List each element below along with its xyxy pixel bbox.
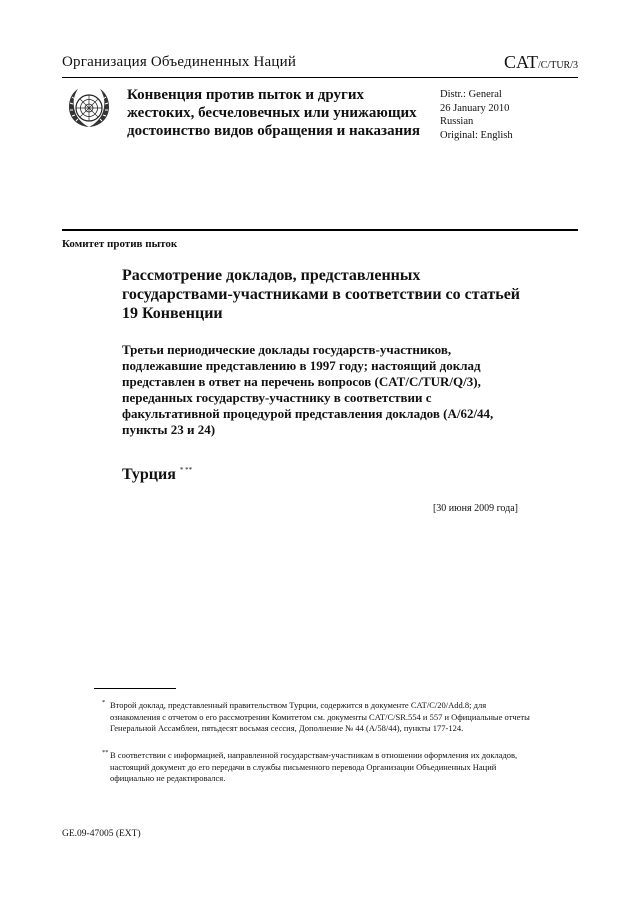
distribution-block bbox=[440, 88, 513, 142]
distr-language: Russian bbox=[440, 116, 474, 127]
distr-status: Distr.: General bbox=[440, 89, 502, 100]
footnote-text: В соответствии с информацией, направленной государствам-участникам в отношении оформления их докладов, настоящий документ до его передачи в службы письменного перевода Организации Объединенных Наций официально не редактировался. bbox=[110, 750, 518, 783]
footnote bbox=[102, 699, 530, 735]
footnote-text: Второй доклад, представленный правительством Турции, содержится в документе CAT/C/20/Add.8; для ознакомления с отчетом о его рассмотрении Комитетом см. документы CAT/C/SR.554 и 557 и Официальные отчеты Генеральной Ассамблеи, пятьдесят восьмая сессия, Дополнение № 44 (A/58/44), пункты 177-124. bbox=[110, 700, 530, 733]
symbol-suffix: /C/TUR/3 bbox=[537, 60, 578, 71]
main-heading: Рассмотрение докладов, представленных государствами-участниками в соответствии со статьей 19 Конвенции bbox=[122, 267, 521, 322]
committee-name: Комитет против пыток bbox=[62, 238, 178, 250]
organization-name: Организация Объединенных Наций bbox=[62, 54, 297, 70]
distr-date: 26 January 2010 bbox=[440, 102, 510, 114]
report-date: [30 июня 2009 года] bbox=[432, 503, 518, 514]
footnote-mark: ** bbox=[102, 749, 109, 756]
sub-heading: Третьи периодические доклады государств-участников, подлежавшие представлению в 1997 году; настоящий доклад представлен в ответ на перечень вопросов (CAT/C/TUR/Q/3), переданных государству-участнику в соответствии с факультативной процедурой представления докладов (A/62/44, пункты 23 и 24) bbox=[122, 342, 494, 437]
footnote-marks: * ** bbox=[179, 466, 193, 474]
header-rule bbox=[62, 77, 578, 78]
country-name: Турция bbox=[122, 466, 176, 483]
un-emblem-icon bbox=[64, 83, 114, 133]
document-symbol bbox=[504, 52, 578, 73]
convention-title: Конвенция против пыток и других жестоких, бесчеловечных или унижающих достоинство видов обращения и наказания bbox=[127, 87, 420, 139]
footnote bbox=[102, 749, 530, 785]
country-heading bbox=[122, 466, 192, 484]
document-code: GE.09-47005 (EXT) bbox=[62, 829, 141, 839]
footnote-mark: * bbox=[102, 699, 106, 706]
title-rule bbox=[62, 229, 578, 231]
distr-original: Original: English bbox=[440, 129, 513, 141]
symbol-main: CAT bbox=[503, 52, 538, 72]
footnote-rule bbox=[94, 688, 176, 689]
